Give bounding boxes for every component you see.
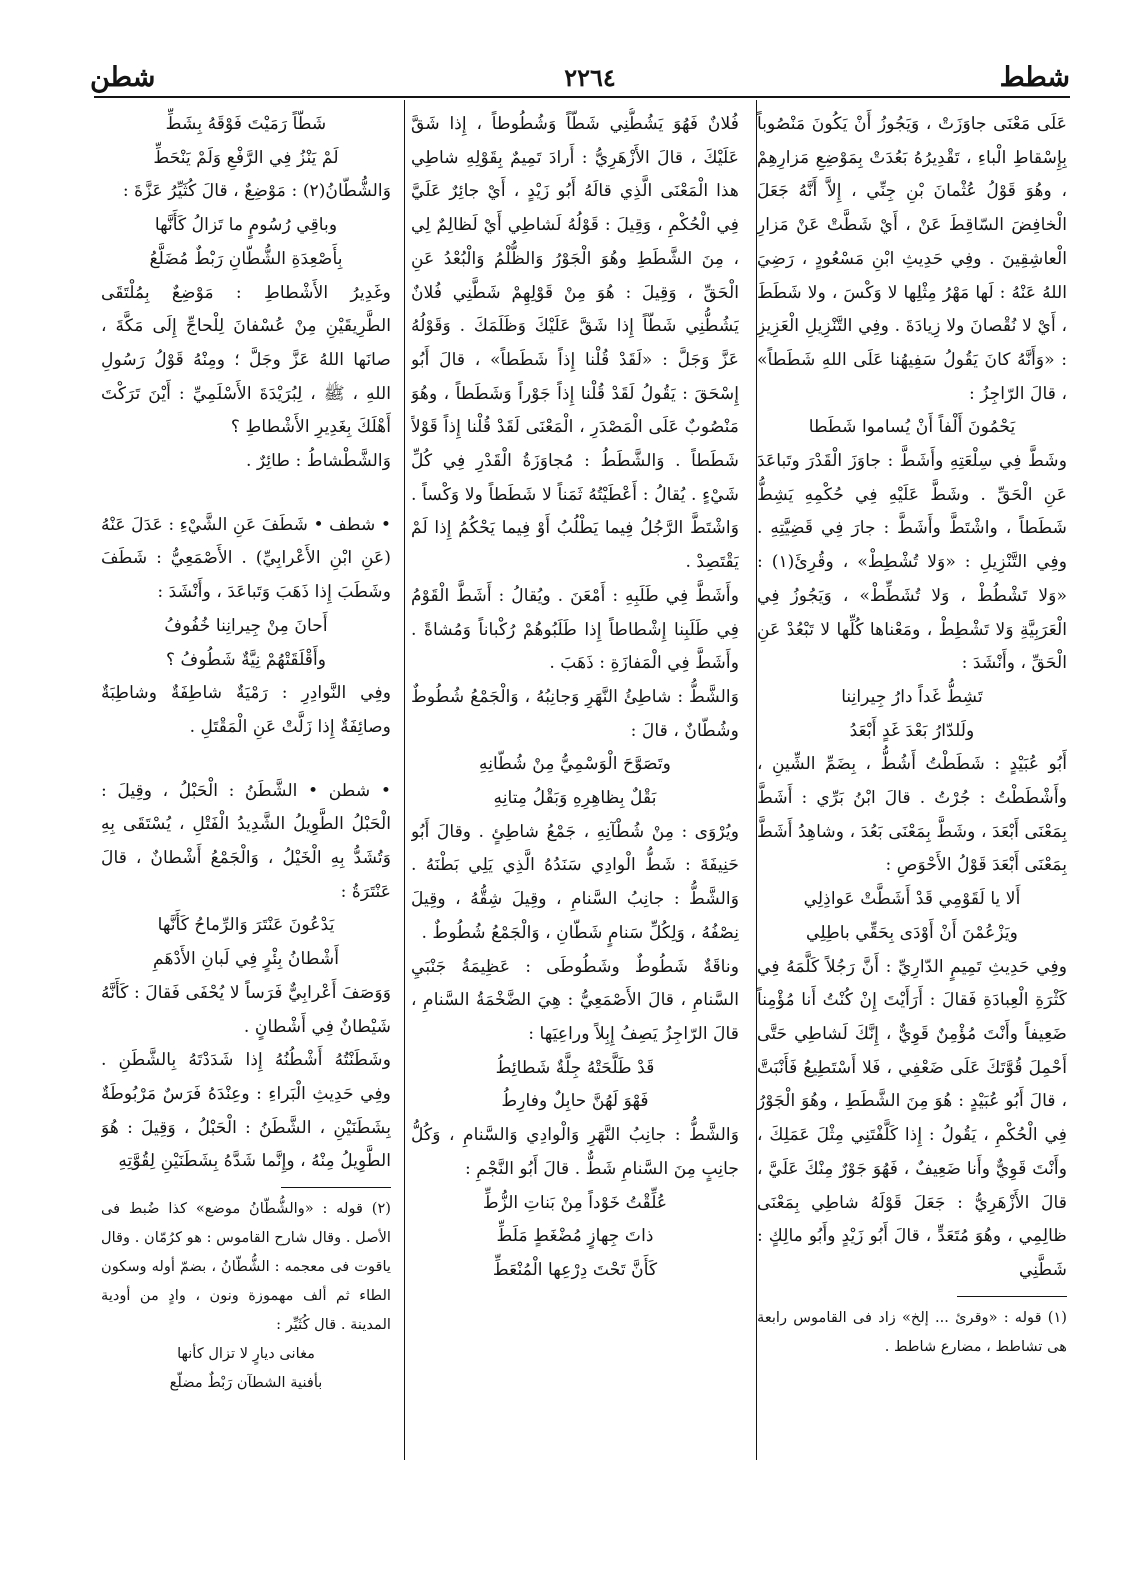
verse-line: فَهْوَ لَهُنَّ حابِلٌ وفارِطُ <box>501 1091 649 1112</box>
header-left-word: شطن <box>90 62 156 93</box>
paragraph: وَالشَّطُّ : شاطِئُ النَّهَرِ وَجانِبُهُ ، وَالْجَمْعُ شُطُوطٌ وشُطّانٌ ، قالَ : <box>411 686 739 741</box>
footnote-verse: بأفنية الشطآن رَبْطٌ مضلّع <box>169 1374 323 1392</box>
verse-line: أَحانَ مِنْ جِيرانِنا خُفُوفُ <box>164 615 328 636</box>
column-divider-left <box>404 100 405 1460</box>
verse-line: أَلا يا لَقَوْمِي قَدْ أَشَطَّتْ عَواذِلِي <box>803 889 1021 910</box>
paragraph: وَالشُّطّانُ(٢) : مَوْضِعٌ ، قالَ كُثَيِّرُ عَزَّةَ : <box>122 181 391 202</box>
paragraph: وشَطَّ فِي سِلْعَتِهِ وأَشَطَّ : جاوَزَ الْقَدْرَ وتَباعَدَ عَنِ الْحَقِّ . وشَطَّ عَلَيْهِ فِي حُكْمِهِ يَشِطُّ شَطَطاً ، واشْتَطَّ وأَشَطَّ : جارَ فِي قَضِيَّتِهِ . وفِي التَّنْزِيلِ : «وَلا تُشْطِطْ» ، وقُرِئَ(١) : «وَلا تَشْطُطْ ، وَلا تُشَطِّطْ» ، وَيَجُوزُ فِي الْعَرَبِيَّةِ وَلا تَشْطِطْ ، ومَعْناها كُلِّها لا تَبْعُدْ عَنِ الْحَقِّ ، وأَنْشَدَ : <box>757 451 1067 674</box>
column-middle <box>411 108 739 1548</box>
verse-line: ولَلدّارُ بَعْدَ غَدٍ أَبْعَدُ <box>849 720 975 741</box>
verse-line: وأَقْلَقَتْهُمْ نِيَّةٌ شَطُوفُ ؟ <box>165 649 327 670</box>
paragraph: وناقَةٌ شَطُوطٌ وشَطُوطَى : عَظِيمَةُ جَنْبَيِ السَّنامِ ، قالَ الأَصْمَعِيُّ : هِيَ الضَّخْمَةُ السَّنامِ ، قالَ الرّاجِزُ يَصِفُ إِبِلاً وراعِيَها : <box>411 956 739 1044</box>
entry-shatan: • شطن • الشَّطَنُ : الْحَبْلُ ، وقِيلَ : الْحَبْلُ الطَّوِيلُ الشَّدِيدُ الْفَتْلِ ، يُسْتَقَى بِهِ وَتُشَدُّ بِهِ الْخَيْلُ ، وَالْجَمْعُ أَشْطانٌ ، قالَ عَنْتَرَةُ : <box>101 780 391 902</box>
column-right <box>757 108 1067 1538</box>
entry-gap <box>101 479 391 509</box>
header-right-word: شطط <box>999 62 1070 93</box>
paragraph: وَالشَّطْشاطُ : طائِرٌ . <box>245 451 391 472</box>
paragraph: وَالشَّطُّ : جانِبُ النَّهَرِ وَالْوادِي وَالسَّنامِ ، وَكُلُّ جانِبٍ مِنَ السَّنامِ شَطٌّ . قالَ أَبُو النَّجْمِ : <box>411 1125 739 1179</box>
verse-line: ذاتَ جِهازٍ مُضْغَطٍ مَلَطِّ <box>496 1226 654 1247</box>
verse-line: ويَزْعُمْنَ أَنْ أَوْدَى بِحَقِّي باطِلِي <box>806 922 1018 943</box>
verse-line: وباقِي رُسُومٍ ما تَزالُ كَأَنَّها <box>154 215 338 236</box>
paragraph: ويُرْوَى : مِنْ شُطْآنِهِ ، جَمْعُ شاطِئٍ . وقالَ أَبُو حَنِيفَةَ : شَطُّ الْوادِي سَنَدُهُ الَّذِي يَلِي بَطْنَهُ . وَالشَّطُّ : جانِبُ السَّنامِ ، وقِيلَ شِقُّهُ ، وقِيلَ نِصْفُهُ ، وَلِكُلِّ سَنامٍ شَطّانِ ، وَالْجَمْعُ شُطُوطٌ . <box>411 821 739 943</box>
verse-line: قَدْ طَلَّحَتْهُ جِلَّةٌ شَطائِطُ <box>495 1057 655 1078</box>
verse-line: تَشِطُّ غَداً دارُ جِيرانِنا <box>841 686 983 707</box>
verse-line: لَمْ يَنْزُ فِي الرَّفْعِ وَلَمْ يَنْحَطِّ <box>153 147 339 168</box>
verse-line: يَدْعُونَ عَنْتَرَ وَالرِّماحُ كَأَنَّها <box>157 915 335 936</box>
footnote-rule <box>957 1296 1067 1297</box>
paragraph: عَلَى مَعْنَى جاوَزَتْ ، وَيَجُوزُ أَنْ يَكُونَ مَنْصُوباً بِإِسْقاطِ الْباءِ ، تَقْدِيرُهُ بَعُدَتْ بِمَوْضِعِ مَزارِهِمْ ، وهُوَ قَوْلُ عُثْمانَ بْنِ جِنِّي ، إِلاَّ أَنَّهُ جَعَلَ الْخافِضَ السّاقِطَ عَنْ ، أَيْ شَطَّتْ عَنْ مَزارِ الْعاشِقِينَ . وفِي حَدِيثِ ابْنِ مَسْعُودٍ ، رَضِيَ اللهُ عَنْهُ : لَها مَهْرُ مِثْلِها لا وَكْسَ ، ولا شَطَطَ ، أَيْ لا نُقْصانَ ولا زِيادَةَ . وفِي التَّنْزِيلِ الْعَزِيزِ : «وَأَنَّهُ كانَ يَقُولُ سَفِيهُنا عَلَى اللهِ شَطَطاً» ، قالَ الرّاجِزُ : <box>757 114 1067 404</box>
page-number: ٢٢٦٤ <box>564 63 616 92</box>
verse-line: يَحْمُونَ أَلْفاً أَنْ يُساموا شَطَطا <box>808 417 1016 438</box>
paragraph: أَبُو عُبَيْدٍ : شَطَطْتُ أَشُطُّ ، بِضَمِّ الشِّينِ ، وأَشْطَطْتُ : جُرْتُ . قالَ ابْنُ بَرِّي : أَشَطَّ بِمَعْنَى أَبْعَدَ ، وشَطَّ بِمَعْنَى بَعُدَ ، وشاهِدُ أَشَطَّ بِمَعْنَى أَبْعَدَ قَوْلُ الأَحْوَصِ : <box>757 754 1067 876</box>
paragraph: وغَدِيرُ الأَشْطاطِ : مَوْضِعٌ بِمُلْتَقَى الطَّرِيقَيْنِ مِنْ عُسْفانَ لِلْحاجِّ إِلَى مَكَّةَ ، صانَها اللهُ عَزَّ وجَلَّ ؛ ومِنْهُ قَوْلُ رَسُولِ اللهِ ، ﷺ ، لِبُرَيْدَةَ الأَسْلَمِيِّ : أَيْنَ تَرَكْتَ أَهْلَكَ بِغَدِيرِ الأَشْطاطِ ؟ <box>101 282 391 438</box>
page-header <box>90 58 1070 98</box>
footnote: (١) قوله : «وقرئ ... إلخ» زاد فى القاموس رابعة هى تشاطط ، مضارع شاطط . <box>757 1308 1067 1355</box>
entry-shataf: • شطف • شَطَفَ عَنِ الشَّيْءِ : عَدَلَ عَنْهُ (عَنِ ابْنِ الأَعْرابِيِّ) . الأَصْمَعِيُّ : شَطَفَ وشَطَبَ إِذا ذَهَبَ وَتَباعَدَ ، وأَنْشَدَ : <box>101 514 391 603</box>
verse-line: شَطّاً رَمَيْتَ فَوْقَهُ بِشَطِّ <box>165 114 327 134</box>
paragraph: وأَشَطَّ فِي طَلَبِهِ : أَمْعَنَ . ويُقالُ : أَشَطَّ الْقَوْمُ فِي طَلَبِنا إِشْطاطاً إِذا طَلَبُوهُمْ رُكْباناً وَمُشاةً . وأَشَطَّ فِي الْمَفازَةِ : ذَهَبَ . <box>411 585 739 674</box>
paragraph: فُلانٌ فَهُوَ يَشُطُّنِي شَطّاً وَشُطُوطاً ، إِذا شَقَّ عَلَيْكَ ، قالَ الأَزْهَرِيُّ : أَرادَ تَمِيمٌ بِقَوْلِهِ شاطِي هذا الْمَعْنَى الَّذِي قالَهُ أَبُو زَيْدٍ ، أَيْ جائِرٌ عَلَيَّ فِي الْحُكْمِ ، وَقِيلَ : قَوْلُهُ لَشاطِي أَيْ لَظالِمٌ لِي ، مِنَ الشَّطَطِ وهُوَ الْجَوْرُ وَالظُّلْمُ وَالْبُعْدُ عَنِ الْحَقِّ ، وَقِيلَ : هُوَ مِنْ قَوْلِهِمْ شَطَّنِي فُلانٌ يَشُطُّنِي شَطّاً إِذا شَقَّ عَلَيْكَ وَظَلَمَكَ . وَقَوْلُهُ عَزَّ وَجَلَّ : «لَقَدْ قُلْنا إِذاً شَطَطاً» ، قالَ أَبُو إِسْحَقَ : يَقُولُ لَقَدْ قُلْنا إِذاً جَوْراً وَشَطَطاً ، وهُوَ مَنْصُوبٌ عَلَى الْمَصْدَرِ ، الْمَعْنَى لَقَدْ قُلْنا إِذاً قَوْلاً شَطَطاً . وَالشَّطَطُ : مُجاوَزَةُ الْقَدْرِ فِي كُلِّ شَيْءٍ . يُقالُ : أَعْطَيْتُهُ ثَمَناً لا شَطَطاً ولا وَكْساً . وَاشْتَطَّ الرَّجُلُ فِيما يَطْلُبُ أَوْ فِيما يَحْكُمُ إِذا لَمْ يَقْتَصِدْ . <box>411 114 739 573</box>
verse-line: بَقْلٌ بِظاهِرِهِ وَبَقْلُ مِتانِهِ <box>493 788 657 809</box>
verse-line: أَشْطانُ بِئْرٍ فِي لَبانِ الأَدْهَمِ <box>153 949 339 970</box>
entry-gap <box>101 745 391 775</box>
footnote-verse: مغانى ديارٍ لا تزال كأنها <box>177 1345 315 1363</box>
footnote: (٢) قوله : «والشُّطّانُ موضع» كذا ضُبط فى الأصل . وقال شارح القاموس : هو كرُمّان . وقال ياقوت فى معجمه : الشُّطّانُ ، بضمّ أوله وسكون الطاء ثم ألف مهموزة ونون ، وادٍ من أودية المدينة . قال كُثَيِّر : <box>101 1200 391 1334</box>
verse-line: عُلِّقْتُ خَوْداً مِنْ بَناتِ الزُّطِّ <box>482 1192 668 1213</box>
column-left <box>101 108 391 1538</box>
header-rule <box>94 96 1070 98</box>
footnote-rule <box>281 1187 391 1188</box>
paragraph: وفِي النَّوادِرِ : رَمْيَةٌ شاطِفَةٌ وشاطِبَةٌ وصائِفَةٌ إِذا زَلَّتْ عَنِ الْمَقْتَلِ . <box>101 683 391 737</box>
paragraph: وَوَصَفَ أَعْرابِيٌّ فَرَساً لا يُحْفَى فَقالَ : كَأَنَّهُ شَيْطانٌ فِي أَشْطانٍ . <box>101 982 391 1037</box>
paragraph: وفِي حَدِيثِ تَمِيمٍ الدّارِيِّ : أَنَّ رَجُلاً كَلَّمَهُ فِي كَثْرَةِ الْعِبادَةِ فَقالَ : أَرَأَيْتَ إِنْ كُنْتُ أَنا مُؤْمِناً ضَعِيفاً وأَنْتَ مُؤْمِنٌ قَوِيٌّ ، إِنَّكَ لَشاطِي حَتَّى أَحْمِلَ قُوَّتَكَ عَلَى ضَعْفِي ، فَلا أَسْتَطِيعُ فَأَنْبَتَّ ، قالَ أَبُو عُبَيْدٍ : هُوَ مِنَ الشَّطَطِ ، وهُوَ الْجَوْرُ فِي الْحُكْمِ ، يَقُولُ : إِذا كَلَّفْتَنِي مِثْلَ عَمَلِكَ ، وأَنْتَ قَوِيٌّ وأَنا ضَعِيفٌ ، فَهُوَ جَوْرٌ مِنْكَ عَلَيَّ ، قالَ الأَزْهَرِيُّ : جَعَلَ قَوْلَهُ شاطِي بِمَعْنَى ظالِمِي ، وهُوَ مُتَعَدٍّ ، قالَ أَبُو زَيْدٍ وأَبُو مالِكٍ : شَطَّنِي <box>757 956 1067 1280</box>
verse-line: وتَصَوَّحَ الْوَسْمِيُّ مِنْ شُطّانِهِ <box>479 754 671 775</box>
paragraph: وشَطَنْتُهُ أَشْطُنُهُ إِذا شَدَدْتَهُ بِالشَّطَنِ . وفِي حَدِيثِ الْبَراءِ : وعِنْدَهُ فَرَسٌ مَرْبُوطَةٌ بِشَطَنَيْنِ ، الشَّطَنُ : الْحَبْلُ ، وَقِيلَ : هُوَ الطَّوِيلُ مِنْهُ ، وإِنَّما شَدَّهُ بِشَطَنَيْنِ لِقُوَّتِهِ <box>101 1050 391 1172</box>
verse-line: كَأَنَّ تَحْتَ دِرْعِها الْمُنْعَطِّ <box>492 1259 658 1280</box>
verse-line: بِأَصْعِدَةِ الشُّطّانِ رَبْطٌ مُضَلَّعُ <box>149 248 343 269</box>
